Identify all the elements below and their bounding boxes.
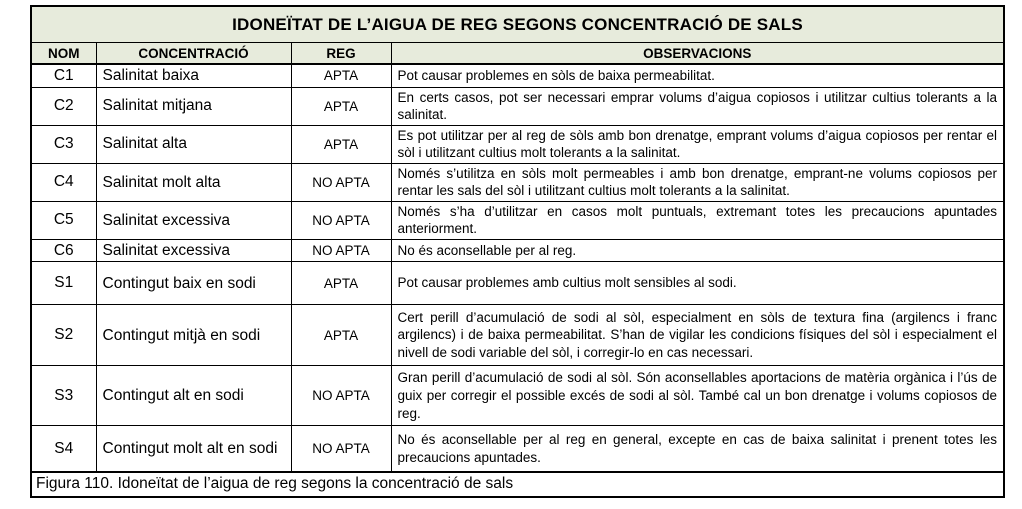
cell-observacions: No és aconsellable per al reg. bbox=[391, 239, 1004, 261]
cell-observacions: Es pot utilitzar per al reg de sòls amb bon drenatge, emprant volums d’aigua copiosos per rentar el sòl i utilitzant cultius molt tolerants a la salinitat. bbox=[391, 125, 1004, 163]
cell-reg: NO APTA bbox=[291, 426, 391, 472]
cell-concentracio: Contingut mitjà en sodi bbox=[96, 305, 291, 366]
cell-nom: S1 bbox=[31, 262, 96, 305]
cell-nom: C5 bbox=[31, 201, 96, 239]
cell-nom: S3 bbox=[31, 366, 96, 426]
cell-nom: C3 bbox=[31, 125, 96, 163]
table-row-s4 bbox=[31, 426, 1004, 472]
table-row-c2 bbox=[31, 87, 1004, 125]
cell-nom: S4 bbox=[31, 426, 96, 472]
cell-concentracio: Salinitat baixa bbox=[96, 64, 291, 87]
cell-observacions: Gran perill d’acumulació de sodi al sòl. Són aconsellables aportacions de matèria orgànica i l’ús de guix per corregir el possible excés de sodi al sòl. També cal un bon drenatge i volums copiosos de reg. bbox=[391, 366, 1004, 426]
cell-observacions: No és aconsellable per al reg en general, excepte en cas de baixa salinitat i prenent totes les precaucions apuntades. bbox=[391, 426, 1004, 472]
cell-reg: NO APTA bbox=[291, 239, 391, 261]
cell-concentracio: Salinitat molt alta bbox=[96, 163, 291, 201]
cell-concentracio: Contingut baix en sodi bbox=[96, 262, 291, 305]
col-header-observacions: OBSERVACIONS bbox=[391, 43, 1004, 65]
cell-reg: APTA bbox=[291, 305, 391, 366]
cell-reg: NO APTA bbox=[291, 366, 391, 426]
cell-observacions: Només s’utilitza en sòls molt permeables i amb bon drenatge, emprant-ne volums copiosos per rentar les sals del sòl i utilitzant cultius molt tolerants a la salinitat. bbox=[391, 163, 1004, 201]
col-header-concentracio: CONCENTRACIÓ bbox=[96, 43, 291, 65]
cell-concentracio: Salinitat excessiva bbox=[96, 239, 291, 261]
col-header-reg: REG bbox=[291, 43, 391, 65]
cell-observacions: En certs casos, pot ser necessari emprar volums d’aigua copiosos i utilitzar cultius tolerants a la salinitat. bbox=[391, 87, 1004, 125]
table-title: IDONEÏTAT DE L’AIGUA DE REG SEGONS CONCENTRACIÓ DE SALS bbox=[31, 6, 1004, 43]
cell-observacions: Cert perill d’acumulació de sodi al sòl, especialment en sòls de textura fina (argilencs i franc argilencs) i de baixa permeabilitat. S’han de vigilar les condicions físiques del sòl i especialment el nivell de sodi variable del sòl, i corregir-lo en cas necessari. bbox=[391, 305, 1004, 366]
water-suitability-table bbox=[30, 5, 1005, 498]
cell-observacions: Pot causar problemes en sòls de baixa permeabilitat. bbox=[391, 64, 1004, 87]
cell-concentracio: Contingut molt alt en sodi bbox=[96, 426, 291, 472]
cell-observacions: Només s’ha d’utilitzar en casos molt puntuals, extremant totes les precaucions apuntades anteriorment. bbox=[391, 201, 1004, 239]
table-title-row bbox=[31, 6, 1004, 43]
cell-concentracio: Salinitat mitjana bbox=[96, 87, 291, 125]
cell-nom: C1 bbox=[31, 64, 96, 87]
table-row-c1 bbox=[31, 64, 1004, 87]
cell-nom: C6 bbox=[31, 239, 96, 261]
figure-caption-row bbox=[31, 472, 1004, 497]
table-row-s3 bbox=[31, 366, 1004, 426]
cell-reg: NO APTA bbox=[291, 201, 391, 239]
cell-observacions: Pot causar problemes amb cultius molt sensibles al sodi. bbox=[391, 262, 1004, 305]
table-row-s1 bbox=[31, 262, 1004, 305]
cell-concentracio: Salinitat excessiva bbox=[96, 201, 291, 239]
cell-reg: APTA bbox=[291, 64, 391, 87]
table-row-c4 bbox=[31, 163, 1004, 201]
table-row-c3 bbox=[31, 125, 1004, 163]
table-row-c5 bbox=[31, 201, 1004, 239]
cell-nom: C2 bbox=[31, 87, 96, 125]
cell-nom: S2 bbox=[31, 305, 96, 366]
table-header-row bbox=[31, 43, 1004, 65]
table-row-s2 bbox=[31, 305, 1004, 366]
table-row-c6 bbox=[31, 239, 1004, 261]
figure-caption: Figura 110. Idoneïtat de l’aigua de reg segons la concentració de sals bbox=[31, 472, 1004, 497]
cell-reg: NO APTA bbox=[291, 163, 391, 201]
col-header-nom: NOM bbox=[31, 43, 96, 65]
cell-concentracio: Salinitat alta bbox=[96, 125, 291, 163]
cell-reg: APTA bbox=[291, 125, 391, 163]
cell-reg: APTA bbox=[291, 87, 391, 125]
cell-nom: C4 bbox=[31, 163, 96, 201]
cell-concentracio: Contingut alt en sodi bbox=[96, 366, 291, 426]
cell-reg: APTA bbox=[291, 262, 391, 305]
